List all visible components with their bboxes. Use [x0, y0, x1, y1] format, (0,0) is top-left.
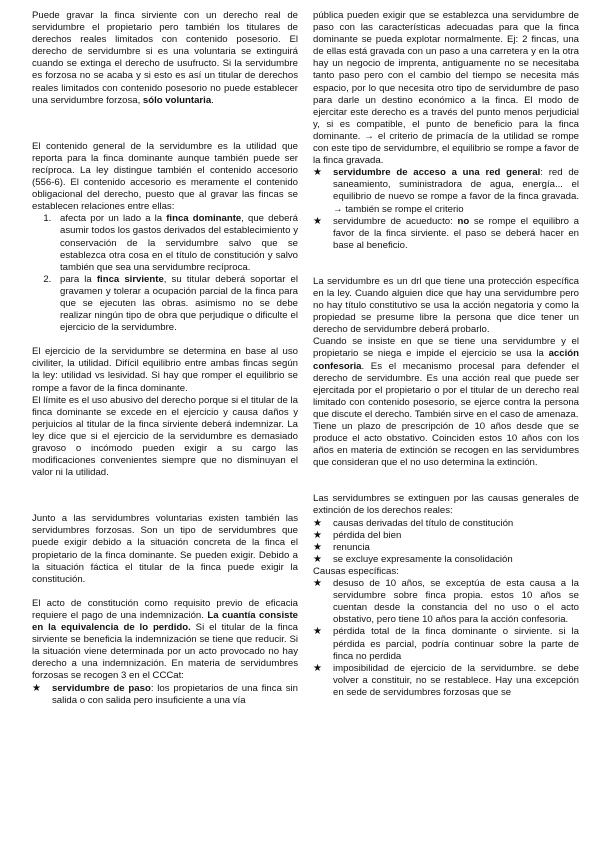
- star-list-item: ★ se excluye expresamente la consolidación: [313, 553, 513, 565]
- star-bullet-icon: ★: [313, 517, 322, 529]
- list-item: 1. afecta por un lado a la finca dominante, que deberá asumir todos los gastos derivados del establecimiento y conservación de la servidumbre salvo que se establezca otra cosa en el título de constitución y salvo también que sea una servidumbre recíproca.: [54, 213, 298, 273]
- bold-text: sólo voluntaria: [142, 94, 212, 106]
- star-list-item: ★ servidumbre de acueducto: no se rompe el equilibro a favor de la finca sirviente. el paso se deberá hacer en base al beneficio.: [313, 215, 579, 251]
- paragraph: Las servidumbres se extinguen por las causas generales de extinción de los derechos reales:: [313, 493, 579, 517]
- paragraph: Tiene un plazo de prescripción de 10 años desde que se produce el acto obstativo. Coinciden estos 10 años con los años en materia de extinción se recogen en las servidumbres que consideran que el no uso determina la extinción.: [313, 421, 579, 469]
- star-bullet-icon: ★: [313, 215, 322, 227]
- star-bullet-icon: ★: [313, 578, 322, 590]
- paragraph: El acto de constitución como requisito previo de eficacia requiere el pago de una indemnización. La cuantía consiste en la equivalencia de lo perdido. Si el titular de la finca sirviente se beneficia la indemnización se tiene que reducir. Si la situación viene determinada por un acto provocado no hay derecho a una indemnización. En materia de servidumbres forzosas se recogen 3 en el CCCat:: [32, 597, 298, 682]
- star-bullet-icon: ★: [313, 662, 322, 674]
- star-bullet-icon: ★: [32, 682, 41, 694]
- paragraph: La servidumbre es un drl que tiene una protección específica en la ley. Cuando alguien dice que hay una servidumbre pero no hay título constitutivo se usa la acción negatoria y como la propiedad se presume libre la persona que dice tener un derecho de servidumbre deberá probarlo.: [313, 275, 579, 336]
- star-bullet-icon: ★: [313, 167, 322, 179]
- paragraph: pública pueden exigir que se establezca una servidumbre de paso con las características adecuadas para que la finca dominante se pueda explotar normalmente. Ej: 2 fincas, una de ellas está gravada con un paso a una carretera y en la otra hay un negocio de imprenta, antiguamente no se necesitaba tanto paso pero con el cambio del tiempo se necesita más espacio, por lo que necesita otro tipo de servidumbre de paso para darle un destino económico a la finca. El modo de ejercitar este derecho es a través del punto menos perjudicial y, si es compatible, el punto de beneficio para la finca dominante. → el criterio de primacía de la utilidad se rompe con este tipo de servidumbre, el equilibrio se rompe a favor de la finca gravada.: [313, 10, 579, 167]
- star-bullet-icon: ★: [313, 553, 322, 565]
- numbered-list: [32, 213, 298, 334]
- star-list-item: ★ servidumbre de paso: los propietarios de una finca sin salida o con salida pero insuficiente a una vía: [32, 682, 298, 706]
- star-bullet-icon: ★: [313, 529, 322, 541]
- left-column: [32, 10, 298, 707]
- star-list-item: ★ imposibilidad de ejercicio de la servidumbre. se debe volver a constituir, no se restablece. Hay una excepción en sede de servidumbres forzosas que se: [313, 662, 579, 698]
- star-list-item: ★ desuso de 10 años, se exceptúa de esta causa a la servidumbre sobre finca propia. estos 10 años se cuentan desde la constancia del no uso o el acto obstativo, pero tiene 10 años para la acción confesoria.: [313, 578, 579, 626]
- star-bullet-icon: ★: [313, 541, 322, 553]
- star-list-item: ★ causas derivadas del título de constitución: [313, 517, 514, 529]
- star-list-item: ★ pérdida total de la finca dominante o sirviente. si la pérdida es parcial, podría continuar sobre la parte de finca no perdida: [313, 626, 579, 662]
- star-list-item: ★ pérdida del bien: [313, 529, 402, 541]
- paragraph: Cuando se insiste en que se tiene una servidumbre y el propietario se niega e impide el ejercicio se usa la acción confesoria. Es el mecanismo procesal para defender el derecho de servidumbre. Es una acción real que puede ser ejercitada por el propietario o por el titular de un derecho real limitado con contenido posesorio, se ejerce contra la persona que discute el derecho. También sirve en el caso de amenaza.: [313, 336, 579, 420]
- paragraph: El límite es el uso abusivo del derecho porque si el titular de la finca dominante se excede en el ejercicio y causa daños y perjuicios al titular de la finca sirviente deberá indemnizar. La ley dice que si el ejercicio de la servidumbre es demasiado gravoso o incómodo pueden exigir a su cargo las modificaciones convenientes siempre que no disminuyan el valor ni la utilidad.: [32, 394, 298, 479]
- star-bullet-icon: ★: [313, 626, 322, 638]
- subheading: Causas específicas:: [313, 565, 399, 577]
- paragraph: El contenido general de la servidumbre es la utilidad que reporta para la finca dominante aunque también puede ser recíproca. La ley distingue también el contenido accesorio (556-6). El contenido accesorio es meramente el contenido obligacional del derecho, puesto que al gravar las fincas se establecen relaciones entre ellas:: [32, 140, 298, 213]
- list-item: 2. para la finca sirviente, su titular deberá soportar el gravamen y tolerar a ocupación parcial de la finca para que se ejecuten las obras. asimismo no se debe realizar ningún tipo de obra que perjudique o dificulte el ejercicio de la servidumbre.: [54, 274, 298, 334]
- paragraph: El ejercicio de la servidumbre se determina en base al uso civiliter, la utilidad. Difícil equilibrio entre ambas fincas según la ley: utilidad vs lesividad. Si hay que romper el equilibrio se rompe a favor de la finca dominante.: [32, 346, 298, 394]
- right-column: [313, 10, 579, 699]
- paragraph: Junto a las servidumbres voluntarias existen también las servidumbres forzosas. Son un tipo de servidumbres que puede exigir debido a la situación concreta de la finca el propietario de la finca dominante. Se pueden exigir. Debido a la situación fáctica el titular de la finca puede exigir la constitución.: [32, 513, 298, 585]
- paragraph: Puede gravar la finca sirviente con un derecho real de servidumbre el propietario pero también los titulares de derechos reales limitados con contenido posesorio. El derecho de servidumbre si es una voluntaria se extinguirá cuando se extinga el derecho de usufructo. Si la servidumbre es forzosa no se acaba y si esto es así un titular de derechos reales limitados con contenido posesorio no puede establecer una servidumbre forzosa, sólo voluntaria.: [32, 10, 298, 106]
- star-list-item: ★ renuncia: [313, 541, 370, 553]
- star-list-item: ★ servidumbre de acceso a una red general: red de saneamiento, suministradora de agua, energía... el equilibrio de nuevo se rompe a favor de la finca gravada. → también se rompe el criterio: [313, 167, 579, 215]
